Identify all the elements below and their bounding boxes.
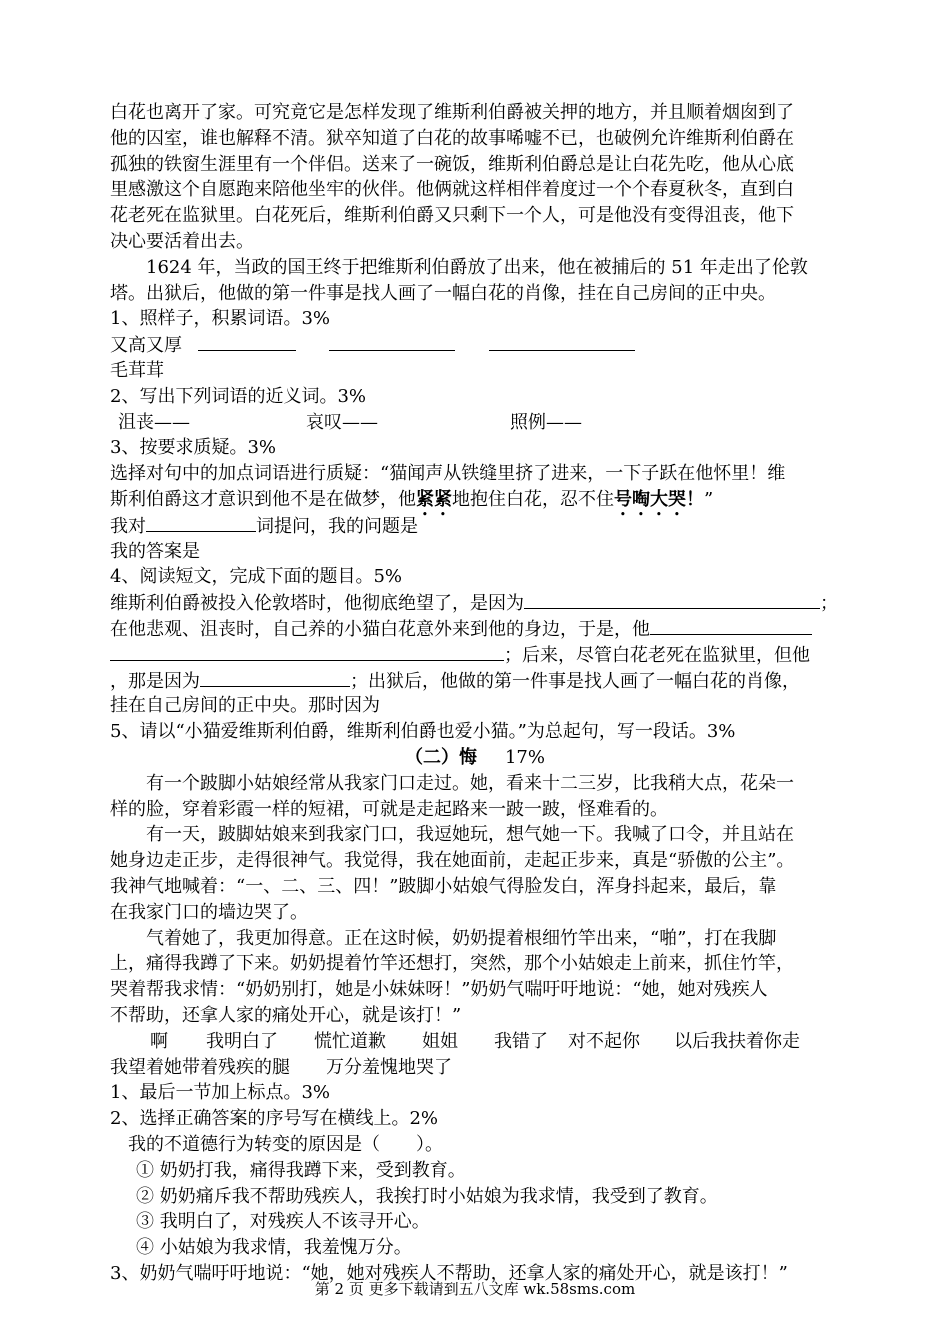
question-4-line bbox=[110, 668, 800, 695]
answer-blank[interactable] bbox=[198, 332, 296, 351]
synonym-row bbox=[118, 410, 582, 436]
phrase: 慌忙道歉 bbox=[314, 1030, 386, 1052]
text-span: ，那是因为 bbox=[110, 670, 200, 692]
synonym-word: 照例—— bbox=[510, 411, 582, 433]
passage-line: 她身边走正步，走得很神气。我觉得，我在她面前，走起正步来，真是“骄傲的公主”。 bbox=[110, 850, 795, 872]
option-item[interactable]: ② 奶奶痛斥我不帮助残疾人，我挨打时小姑娘为我求情，我受到了教育。 bbox=[136, 1185, 718, 1207]
text-span: 维斯利伯爵被投入伦敦塔时，他彻底绝望了，是因为 bbox=[110, 593, 524, 615]
passage-line: 他的囚室，谁也解释不清。狱卒知道了白花的故事唏嘘不已，也破例允许维斯利伯爵在 bbox=[110, 127, 794, 149]
text-span: 词提问，我的问题是 bbox=[256, 515, 418, 537]
passage-line: 有一天，跛脚姑娘来到我家门口，我逗她玩，想气她一下。我喊了口令，并且站在 bbox=[110, 824, 794, 846]
question-title: 2、选择正确答案的序号写在横线上。2% bbox=[110, 1108, 439, 1130]
passage-line: 有一个跛脚小姑娘经常从我家门口走过。她，看来十二三岁，比我稍大点，花朵一 bbox=[110, 772, 794, 794]
unpunctuated-paragraph: 我望着她带着残疾的腿 万分羞愧地哭了 bbox=[110, 1056, 452, 1078]
question-stem: 我的不道德行为转变的原因是（ ）。 bbox=[128, 1134, 443, 1155]
question-2-title: 2、写出下列词语的近义词。3% bbox=[110, 385, 367, 407]
question-4-line bbox=[110, 590, 838, 617]
text-span: ； bbox=[504, 644, 522, 666]
phrase: 我错了 bbox=[494, 1030, 548, 1052]
option-item[interactable]: ① 奶奶打我，痛得我蹲下来，受到教育。 bbox=[136, 1159, 466, 1181]
passage-line: 我神气地喊着：“一、二、三、四！”跛脚小姑娘气得脸发白，浑身抖起来，最后，靠 bbox=[110, 876, 777, 897]
passage-line: 样的脸，穿着彩霞一样的短裙，可就是走起路来一跛一跛，怪难看的。 bbox=[110, 798, 668, 820]
text-span: ； bbox=[350, 670, 368, 692]
question-title: 3、奶奶气喘吁吁地说：“她，她对残疾人不帮助，还拿人家的痛处开心，就是该打！” bbox=[110, 1263, 788, 1284]
passage-line: 气着她了，我更加得意。正在这时候，奶奶提着根细竹竿出来，“啪”，打在我脚 bbox=[110, 927, 777, 949]
question-title: 1、最后一节加上标点。3% bbox=[110, 1082, 331, 1104]
question-4-line bbox=[110, 616, 812, 643]
question-5-title: 5、请以“小猫爱维斯利伯爵，维斯利伯爵也爱小猫。”为总起句，写一段话。3% bbox=[110, 721, 736, 743]
passage-line: 在我家门口的墙边哭了。 bbox=[110, 901, 308, 923]
answer-blank[interactable] bbox=[146, 513, 256, 532]
answer-blank[interactable] bbox=[650, 616, 812, 635]
example-word: 毛茸茸 bbox=[110, 360, 164, 381]
text-span: 斯利伯爵这才意识到他不是在做梦，他 bbox=[110, 489, 416, 510]
answer-blank[interactable] bbox=[524, 590, 820, 609]
text-span: ； bbox=[820, 593, 838, 615]
answer-blank[interactable] bbox=[489, 332, 635, 351]
question-4-line: 挂在自己房间的正中央。那时因为 bbox=[110, 695, 380, 717]
section-score: 17% bbox=[504, 747, 545, 768]
dotted-word: 号啕大哭！ bbox=[614, 489, 704, 510]
question-3-line: 选择对句中的加点词语进行质疑：“猫闻声从铁缝里挤了进来，一下子跃在他怀里！维 bbox=[110, 463, 786, 485]
question-3-ask bbox=[110, 513, 418, 540]
page-footer: 第 2 页 更多下载请到五八文库 wk.58sms.com bbox=[314, 1280, 636, 1298]
section-heading: （二）悔 bbox=[404, 747, 477, 768]
text-span: 我对 bbox=[110, 515, 146, 537]
answer-blank[interactable] bbox=[200, 668, 350, 687]
passage-line: 上，痛得我蹲了下来。奶奶提着竹竿还想打，突然，那个小姑娘走上前来，抓住竹竿， bbox=[110, 953, 794, 975]
text-span: 地抱住白花，忍不住 bbox=[452, 489, 614, 510]
passage-line: 孤独的铁窗生涯里有一个伴侣。送来了一碗饭，维斯利伯爵总是让白花先吃，他从心底 bbox=[110, 153, 794, 175]
synonym-word: 哀叹—— bbox=[306, 411, 378, 433]
section-title bbox=[0, 745, 950, 771]
answer-blank[interactable] bbox=[329, 332, 455, 351]
passage-line: 1624 年，当政的国王终于把维斯利伯爵放了出来，他在被捕后的 51 年走出了伦敦 bbox=[110, 256, 808, 278]
passage-line: 里感激这个自愿跑来陪他坐牢的伙伴。他俩就这样相伴着度过一个个春夏秋冬，直到白 bbox=[110, 179, 794, 201]
phrase: 对不起你 bbox=[568, 1030, 640, 1052]
option-item[interactable]: ④ 小姑娘为我求情，我羞愧万分。 bbox=[136, 1237, 412, 1259]
passage-line: 白花也离开了家。可究竟它是怎样发现了维斯利伯爵被关押的地方，并且顺着烟囱到了 bbox=[110, 102, 794, 123]
passage-line: 塔。出狱后，他做的第一件事是找人画了一幅白花的肖像，挂在自己房间的正中央。 bbox=[110, 282, 776, 304]
example-word: 又高又厚 bbox=[110, 335, 182, 357]
dotted-word: 紧紧 bbox=[416, 489, 452, 510]
text-span: 出狱后，他做的第一件事是找人画了一幅白花的肖像， bbox=[368, 670, 800, 692]
unpunctuated-paragraph bbox=[150, 1029, 800, 1055]
passage-line: 不帮助，还拿人家的痛处开心，就是该打！” bbox=[110, 1005, 462, 1026]
question-1-title: 1、照样子，积累词语。3% bbox=[110, 308, 331, 330]
passage-line: 哭着帮我求情：“奶奶别打，她是小妹妹呀！”奶奶气喘吁吁地说：“她，她对残疾人 bbox=[110, 979, 768, 1001]
question-1-row bbox=[110, 332, 635, 359]
question-3-title: 3、按要求质疑。3% bbox=[110, 437, 277, 459]
phrase: 以后我扶着你走 bbox=[674, 1030, 800, 1052]
question-3-answer: 我的答案是 bbox=[110, 540, 200, 562]
passage-line: 决心要活着出去。 bbox=[110, 231, 254, 252]
text-span: ” bbox=[704, 489, 714, 510]
synonym-word: 沮丧—— bbox=[118, 411, 190, 433]
question-4-line bbox=[110, 642, 810, 669]
question-4-title: 4、阅读短文，完成下面的题目。5% bbox=[110, 566, 403, 588]
phrase: 啊 bbox=[150, 1030, 168, 1052]
passage-line: 花老死在监狱里。白花死后，维斯利伯爵又只剩下一个人，可是他没有变得沮丧，他下 bbox=[110, 205, 794, 227]
text-span: 在他悲观、沮丧时，自己养的小猫白花意外来到他的身边，于是，他 bbox=[110, 619, 650, 640]
phrase: 我明白了 bbox=[206, 1030, 278, 1052]
option-item[interactable]: ③ 我明白了，对残疾人不该寻开心。 bbox=[136, 1211, 430, 1233]
answer-blank[interactable] bbox=[110, 642, 504, 661]
text-span: 后来，尽管白花老死在监狱里，但他 bbox=[522, 644, 810, 666]
phrase: 姐姐 bbox=[422, 1030, 458, 1052]
